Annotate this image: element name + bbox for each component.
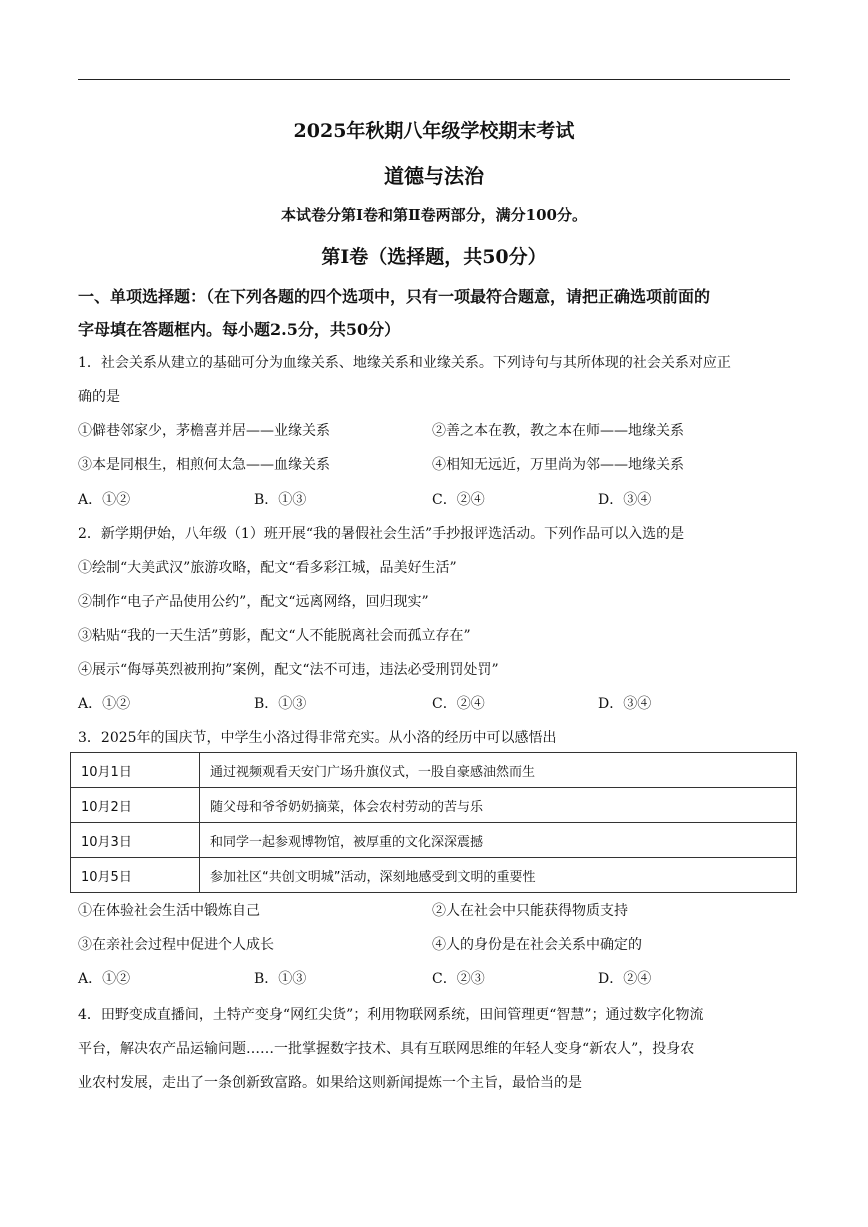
table-cell-date: 10月3日 — [71, 823, 200, 858]
q2-option-a[interactable]: A．①② — [78, 696, 131, 712]
q1-statement-3: ③本是同根生，相煎何太急——血缘关系 — [78, 457, 330, 473]
table-cell-date: 10月5日 — [71, 858, 200, 893]
q3-option-c[interactable]: C．②③ — [432, 971, 485, 987]
q1-stem-line1: 1．社会关系从建立的基础可分为血缘关系、地缘关系和业缘关系。下列诗句与其所体现的社会关系对应正 — [78, 355, 731, 371]
q1-statement-1: ①僻巷邻家少，茅檐喜并居——业缘关系 — [78, 423, 330, 439]
q2-option-c[interactable]: C．②④ — [432, 696, 485, 712]
q2-option-d[interactable]: D．③④ — [598, 696, 652, 712]
q2-statement-4: ④展示“侮辱英烈被刑拘”案例，配文“法不可违，违法必受刑罚处罚” — [78, 662, 499, 678]
q1-options — [78, 489, 792, 511]
q3-statement-4: ④人的身份是在社会关系中确定的 — [432, 937, 642, 953]
q3-statement-1: ①在体验社会生活中锻炼自己 — [78, 903, 260, 919]
q1-option-d[interactable]: D．③④ — [598, 492, 652, 508]
table-cell-date: 10月1日 — [71, 753, 200, 788]
table-cell-event: 随父母和爷爷奶奶摘菜，体会农村劳动的苦与乐 — [200, 788, 797, 823]
q2-option-b[interactable]: B．①③ — [254, 696, 307, 712]
table-cell-event: 通过视频观看天安门广场升旗仪式，一股自豪感油然而生 — [200, 753, 797, 788]
q3-statement-2: ②人在社会中只能获得物质支持 — [432, 903, 628, 919]
q2-options — [78, 693, 792, 715]
table-cell-event: 和同学一起参观博物馆，被厚重的文化深深震撼 — [200, 823, 797, 858]
q1-statement-2: ②善之本在教，教之本在师——地缘关系 — [432, 423, 684, 439]
q3-activity-table — [70, 752, 797, 893]
q3-stem: 3．2025年的国庆节，中学生小洛过得非常充实。从小洛的经历中可以感悟出 — [78, 730, 557, 746]
q3-options — [78, 968, 792, 990]
paper-note: 本试卷分第Ⅰ卷和第Ⅱ卷两部分，满分100分。 — [281, 206, 587, 224]
q1-option-b[interactable]: B．①③ — [254, 492, 307, 508]
q3-option-d[interactable]: D．②④ — [598, 971, 652, 987]
instructions-line2: 字母填在答题框内。每小题2.5分，共50分） — [78, 320, 401, 339]
instructions-line1: 一、单项选择题：（在下列各题的四个选项中，只有一项最符合题意，请把正确选项前面的 — [78, 287, 711, 306]
header-rule — [78, 79, 790, 80]
table-row — [71, 858, 797, 893]
subject-title: 道德与法治 — [384, 164, 484, 188]
q3-option-a[interactable]: A．①② — [78, 971, 131, 987]
exam-title: 2025年秋期八年级学校期末考试 — [293, 120, 575, 142]
q2-statement-2: ②制作“电子产品使用公约”，配文“远离网络，回归现实” — [78, 594, 429, 610]
q1-option-c[interactable]: C．②④ — [432, 492, 485, 508]
q1-stem-line2: 确的是 — [78, 389, 120, 405]
q3-statement-3: ③在亲社会过程中促进个人成长 — [78, 937, 274, 953]
q2-statement-3: ③粘贴“我的一天生活”剪影，配文“人不能脱离社会而孤立存在” — [78, 628, 471, 644]
table-row — [71, 788, 797, 823]
section-title: 第I卷（选择题，共50分） — [321, 246, 547, 268]
q4-stem-line3: 业农村发展，走出了一条创新致富路。如果给这则新闻提炼一个主旨，最恰当的是 — [78, 1075, 582, 1091]
table-cell-event: 参加社区“共创文明城”活动，深刻地感受到文明的重要性 — [200, 858, 797, 893]
q2-statement-1: ①绘制“大美武汉”旅游攻略，配文“看多彩江城，品美好生活” — [78, 560, 457, 576]
q4-stem-line2: 平台，解决农产品运输问题……一批掌握数字技术、具有互联网思维的年轻人变身“新农人”，投身农 — [78, 1041, 695, 1057]
q1-statement-4: ④相知无远近，万里尚为邻——地缘关系 — [432, 457, 684, 473]
q2-stem: 2．新学期伊始，八年级（1）班开展“我的暑假社会生活”手抄报评选活动。下列作品可以入选的是 — [78, 526, 685, 542]
q1-option-a[interactable]: A．①② — [78, 492, 131, 508]
q3-option-b[interactable]: B．①③ — [254, 971, 307, 987]
q4-stem-line1: 4．田野变成直播间，土特产变身“网红尖货”；利用物联网系统，田间管理更“智慧”；通过数字化物流 — [78, 1007, 704, 1023]
table-row — [71, 823, 797, 858]
table-row — [71, 753, 797, 788]
table-cell-date: 10月2日 — [71, 788, 200, 823]
